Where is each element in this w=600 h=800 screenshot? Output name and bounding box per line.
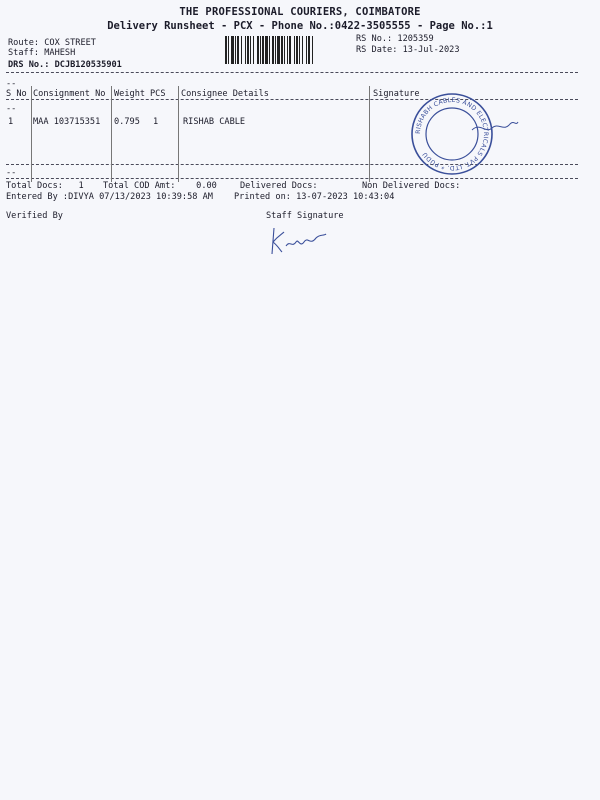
staff-value: MAHESH — [44, 48, 76, 58]
row-weight: 0.795 — [114, 117, 140, 127]
barcode-bar — [313, 36, 314, 64]
runsheet-subtitle: Delivery Runsheet - PCX - Phone No.:0422-3505555 - Page No.:1 — [107, 20, 493, 32]
barcode — [225, 36, 349, 64]
staff-signature-scribble — [266, 224, 330, 258]
rs-date-label: RS Date: — [356, 45, 398, 55]
rs-date-line — [356, 45, 460, 55]
drs-label: DRS No.: — [8, 60, 50, 70]
rs-no-label: RS No.: — [356, 34, 393, 44]
col-header-signature: Signature — [373, 89, 420, 99]
route-line — [8, 38, 96, 48]
verified-by: Verified By — [6, 211, 63, 221]
staff-line — [8, 48, 75, 58]
col-header-consignee: Consignee Details — [181, 89, 269, 99]
company-title: THE PROFESSIONAL COURIERS, COIMBATORE — [179, 6, 421, 18]
total-cod — [103, 181, 217, 191]
col-header-weight: Weight — [114, 89, 146, 99]
total-docs — [6, 181, 84, 191]
col-header-consignment: Consignment No — [33, 89, 106, 99]
rs-date-value: 13-Jul-2023 — [402, 45, 460, 55]
divider-end — [6, 178, 578, 179]
col-header-pcs: PCS — [150, 89, 166, 99]
route-value: COX STREET — [44, 38, 96, 48]
col-header-sno: S No — [6, 89, 27, 99]
row-pcs: 1 — [153, 117, 159, 127]
col-separator — [178, 86, 179, 182]
total-docs-value: 1 — [78, 181, 84, 191]
dash-mark: -- — [6, 168, 17, 178]
non-delivered-docs: Non Delivered Docs: — [362, 181, 461, 191]
divider-top — [6, 72, 578, 73]
col-separator — [111, 86, 112, 182]
staff-label: Staff: — [8, 48, 40, 58]
total-cod-value: 0.00 — [196, 181, 217, 191]
rs-no-line — [356, 34, 434, 44]
entered-by: Entered By :DIVYA 07/13/2023 10:39:58 AM — [6, 192, 213, 202]
drs-line — [8, 60, 122, 70]
delivered-docs: Delivered Docs: — [240, 181, 318, 191]
row-consignment: MAA 103715351 — [33, 117, 101, 127]
dash-mark: -- — [6, 104, 17, 114]
total-cod-label: Total COD Amt: — [103, 181, 176, 191]
staff-signature-label: Staff Signature — [266, 211, 344, 221]
row-consignee: RISHAB CABLE — [183, 117, 246, 127]
row-sno: 1 — [8, 117, 14, 127]
col-separator — [31, 86, 32, 182]
rs-no-value: 1205359 — [397, 34, 434, 44]
printed-on: Printed on: 13-07-2023 10:43:04 — [234, 192, 395, 202]
total-docs-label: Total Docs: — [6, 181, 63, 191]
col-separator — [369, 86, 370, 182]
drs-value: DCJB120535901 — [54, 60, 122, 70]
dash-mark: -- — [6, 79, 17, 89]
route-label: Route: — [8, 38, 40, 48]
stamp-ring-text: RISHABH CABLES AND ELECTRICALS PVT. LTD. * PUDU — [414, 96, 490, 172]
consignee-signature-scribble — [470, 116, 520, 140]
